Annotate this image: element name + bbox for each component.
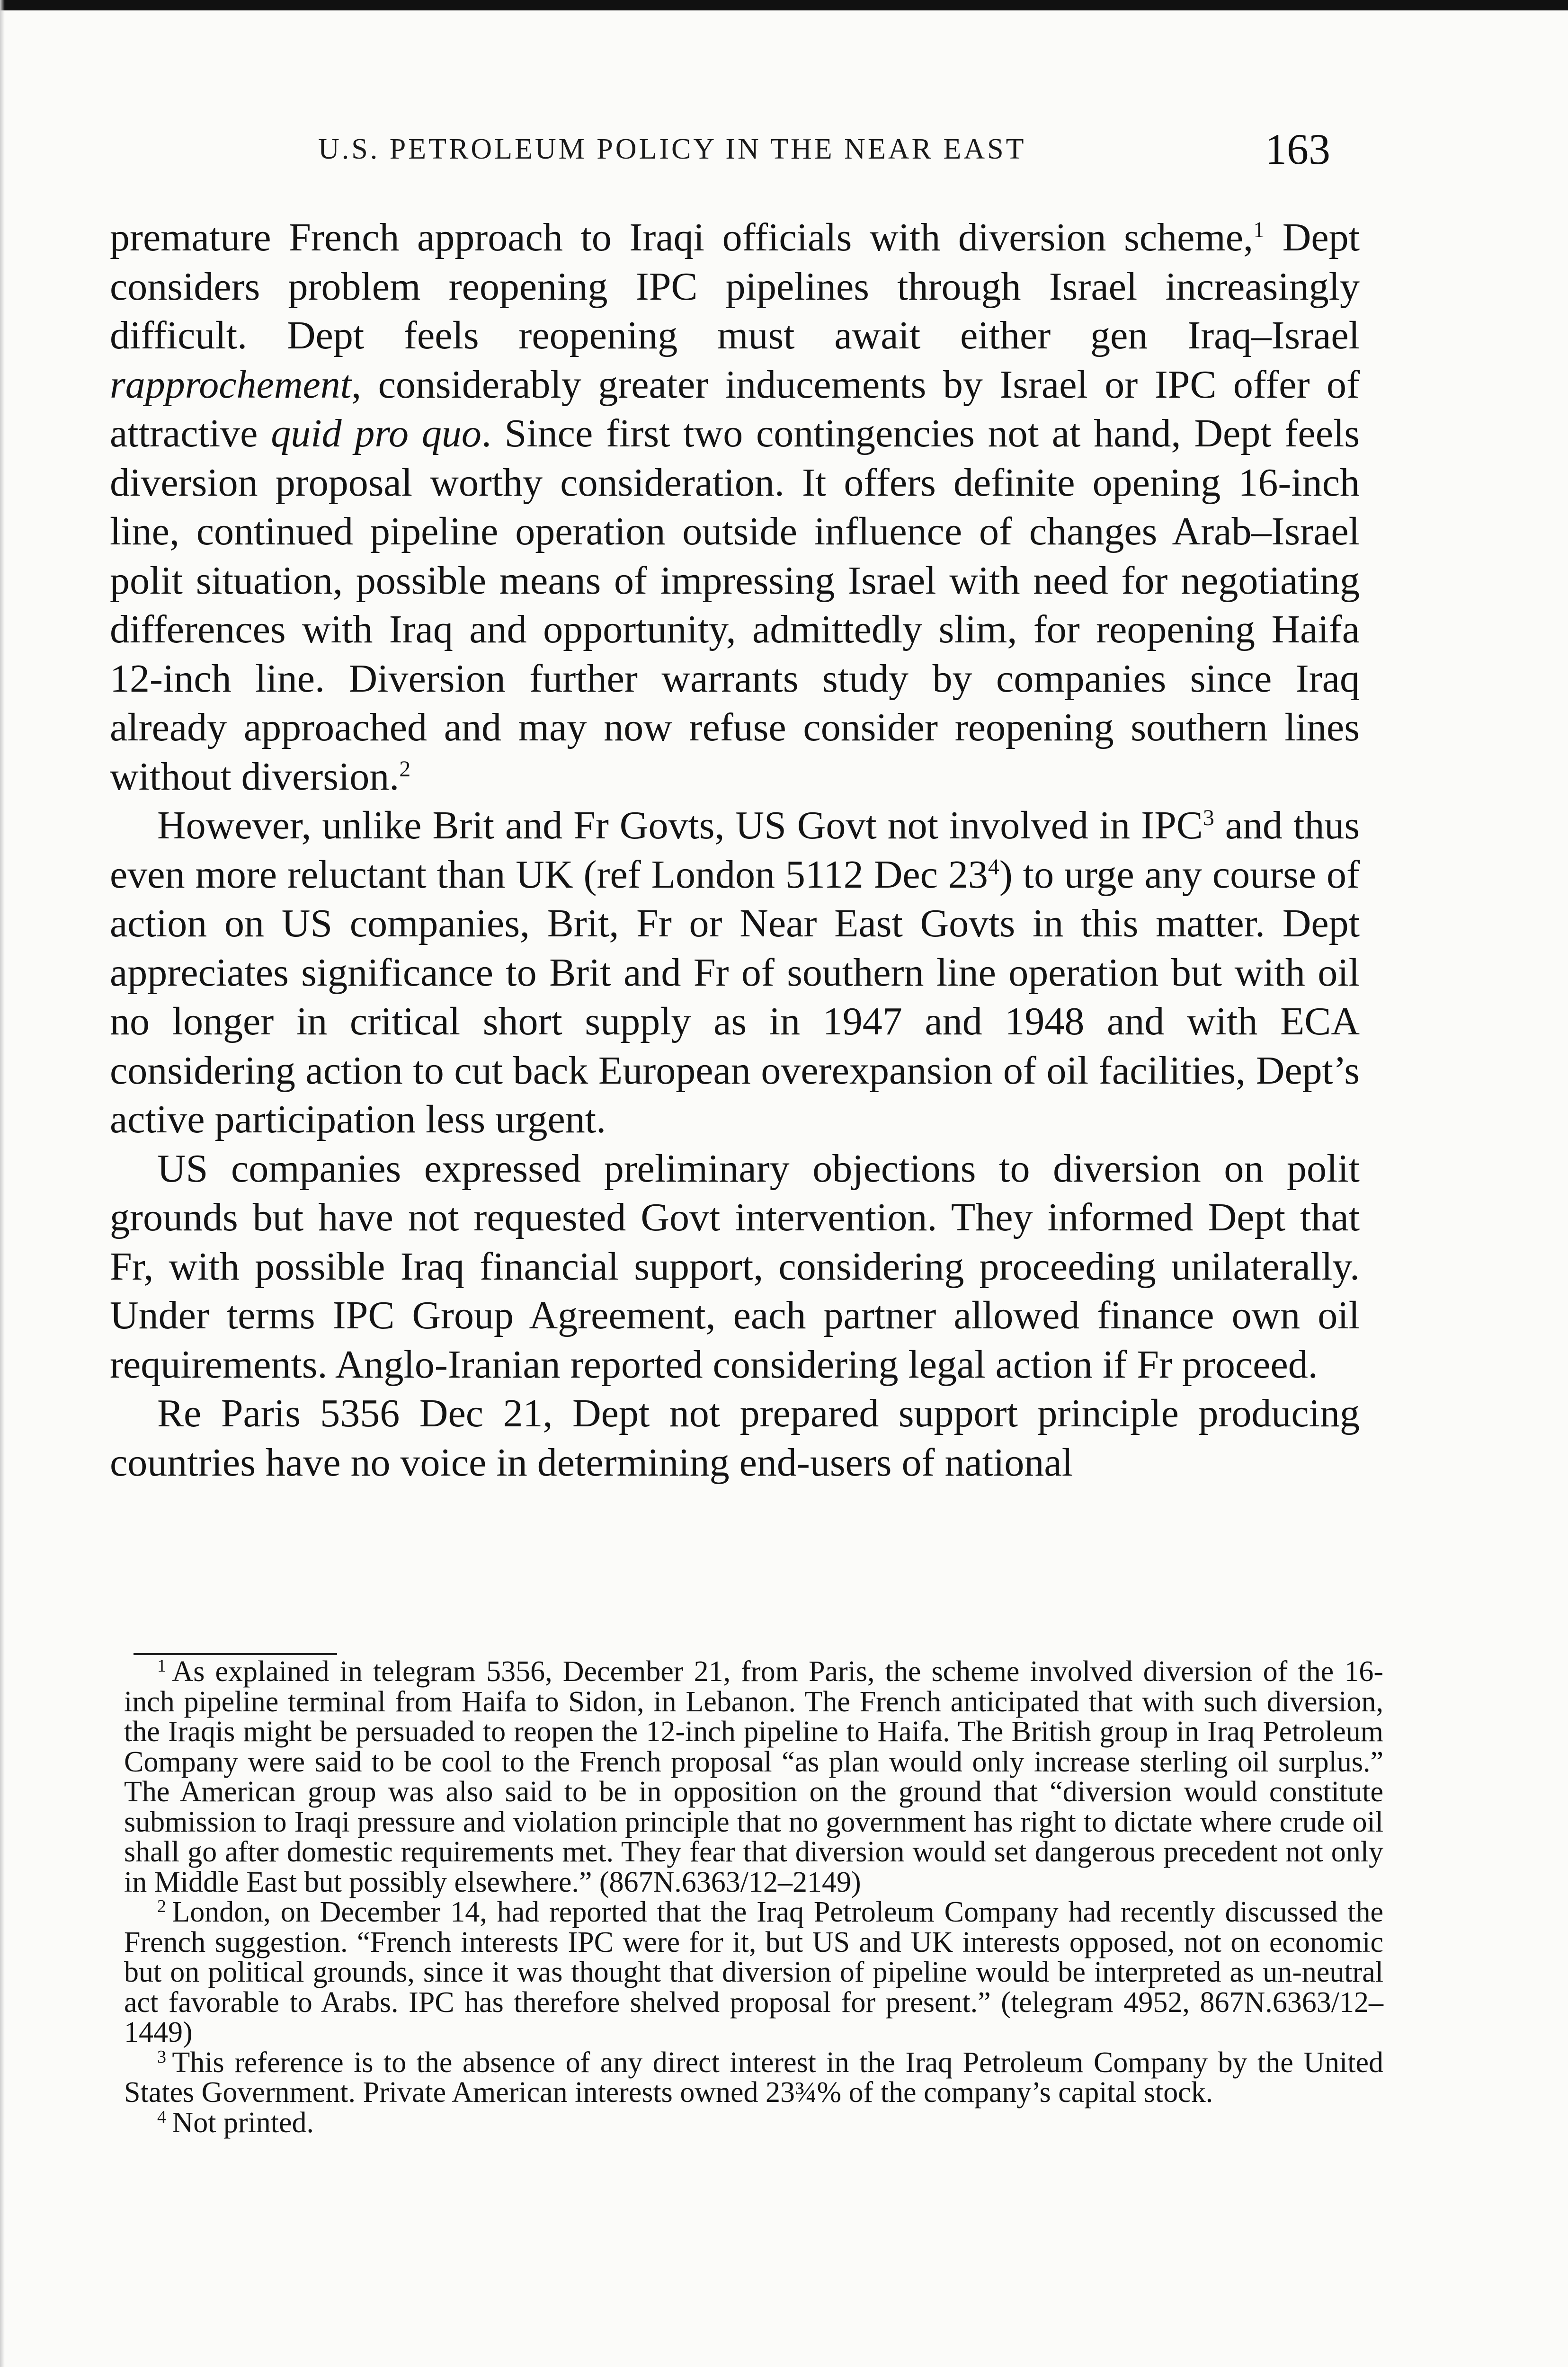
- page-number: 163: [1265, 125, 1330, 173]
- body-text: [110, 213, 1360, 1487]
- footnote-3: [124, 2048, 1383, 2108]
- top-border: [0, 0, 1568, 10]
- footnote-separator: [134, 1653, 337, 1655]
- italic-rapprochement: rapprochement: [110, 362, 352, 407]
- footnote-marker: 1: [157, 1656, 166, 1676]
- footnote-ref-2: 2: [399, 756, 411, 782]
- footnote-text: This reference is to the absence of any direct interest in the Iraq Petroleum Company by the United States Government. Private American interests owned 23¾% of the company’s capital stock.: [124, 2046, 1383, 2109]
- paragraph-2-part-2: and thus even more reluctant than UK (ref London 5112 Dec 23: [110, 803, 1360, 897]
- paragraph-1-part-1: premature French approach to Iraqi officials with diversion scheme,: [110, 215, 1254, 259]
- paragraph-3: US companies expressed preliminary objections to diversion on polit grounds but have not requested Govt intervention. They informed Dept that Fr, with possible Iraq financial support, considering proceeding unilaterally. Under terms IPC Group Agreement, each partner allowed finance own oil requirements. Anglo-Iranian reported considering legal action if Fr proceed.: [110, 1146, 1360, 1387]
- footnote-ref-4: 4: [988, 854, 999, 880]
- footnote-marker: 4: [157, 2107, 166, 2127]
- paragraph-1: [110, 213, 1360, 801]
- paragraph-1-part-4: . Since first two contingencies not at hand, Dept feels diversion proposal worthy consideration. It offers definite opening 16-inch line, continued pipeline operation outside influence of changes Arab–Israel polit situation, possible means of impressing Israel with need for negotiating differences with Iraq and opportunity, admittedly slim, for reopening Haifa 12-inch line. Diversion further warrants study by companies since Iraq already approached and may now refuse consider reopening southern lines without diversion.: [110, 411, 1360, 799]
- italic-quid-pro-quo: quid pro quo: [271, 411, 481, 455]
- footnote-4: [124, 2108, 1383, 2138]
- footnote-marker: 2: [157, 1896, 166, 1916]
- footnote-text: Not printed.: [172, 2106, 314, 2139]
- paragraph-4: Re Paris 5356 Dec 21, Dept not prepared support principle producing countries have no voice in determining end-users of national: [110, 1391, 1360, 1485]
- footnote-ref-3: 3: [1203, 805, 1214, 830]
- paragraph-1-part-2: Dept considers problem reopening IPC pipelines through Israel increasingly difficult. Dept feels reopening must await either gen Iraq–Israel: [110, 215, 1360, 357]
- footnote-text: London, on December 14, had reported that the Iraq Petroleum Company had recently discussed the French suggestion. “French interests IPC were for it, but US and UK interests opposed, not on economic but on political grounds, since it was thought that diversion of pipeline would be interpreted as un-neutral act favorable to Arabs. IPC has therefore shelved proposal for present.” (telegram 4952, 867N.6363/12–1449): [124, 1896, 1383, 2048]
- running-head: U.S. PETROLEUM POLICY IN THE NEAR EAST: [318, 133, 1026, 165]
- paragraph-2-part-1: However, unlike Brit and Fr Govts, US Govt not involved in IPC: [157, 803, 1203, 847]
- paragraph-1-part-3: , considerably greater inducements by Israel or IPC offer of attractive: [110, 362, 1360, 455]
- footnote-2: [124, 1897, 1383, 2048]
- scan-edge-shadow: [0, 0, 5, 2367]
- footnotes: [124, 1657, 1383, 2138]
- footnote-1: [124, 1657, 1383, 1897]
- footnote-ref-1: 1: [1253, 217, 1265, 242]
- footnote-marker: 3: [157, 2047, 166, 2067]
- footnote-text: As explained in telegram 5356, December 21, from Paris, the scheme involved diversion of the 16-inch pipeline terminal from Haifa to Sidon, in Lebanon. The French anticipated that with such diversion, the Iraqis might be persuaded to reopen the 12-inch pipeline to Haifa. The British group in Iraq Petroleum Company were said to be cool to the French proposal “as plan would only increase sterling oil surplus.” The American group was also said to be in opposition on the ground that “diversion would constitute submission to Iraqi pressure and violation principle that no government has right to dictate where crude oil shall go after domestic requirements met. They fear that diversion would set dangerous precedent not only in Middle East but possibly elsewhere.” (867N.6363/12–2149): [124, 1655, 1383, 1898]
- paragraph-2: [110, 801, 1360, 1144]
- paragraph-2-part-3: ) to urge any course of action on US companies, Brit, Fr or Near East Govts in this matter. Dept appreciates significance to Brit and Fr of southern line operation but with oil no longer in critical short supply as in 1947 and 1948 and with ECA considering action to cut back European overexpansion of oil facilities, Dept’s active participation less urgent.: [110, 852, 1360, 1141]
